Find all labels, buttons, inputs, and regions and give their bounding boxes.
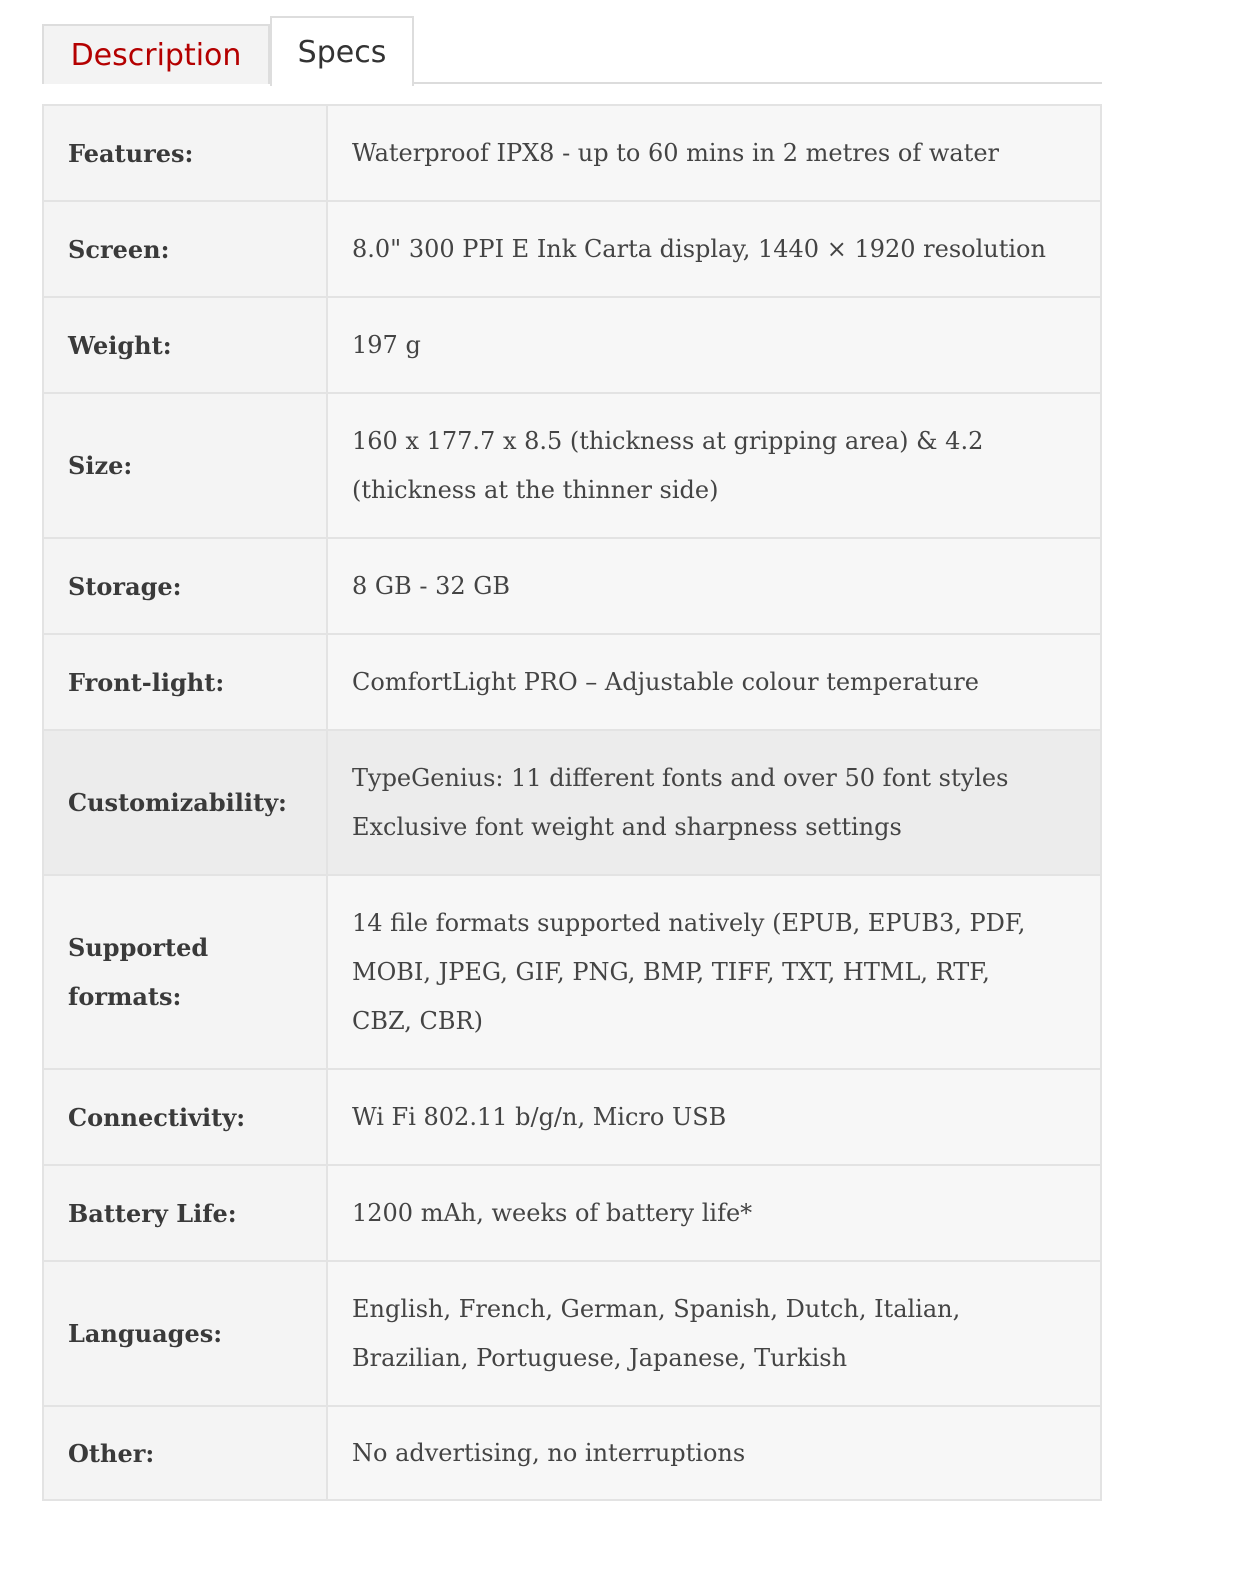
spec-row-size bbox=[43, 393, 1101, 538]
spec-label: Features: bbox=[43, 105, 327, 201]
spec-row-features bbox=[43, 105, 1101, 201]
spec-value bbox=[327, 297, 1101, 393]
spec-value-line: Exclusive font weight and sharpness settings bbox=[352, 812, 902, 841]
spec-label-line: Supported bbox=[68, 933, 209, 962]
spec-value-line: TypeGenius: 11 different fonts and over 50 font styles bbox=[352, 763, 1009, 792]
spec-value bbox=[327, 634, 1101, 730]
spec-value-line: No advertising, no interruptions bbox=[352, 1438, 746, 1467]
spec-label: Battery Life: bbox=[43, 1165, 327, 1261]
spec-label-line: formats: bbox=[68, 982, 182, 1011]
spec-value-line: Wi Fi 802.11 b/g/n, Micro USB bbox=[352, 1102, 727, 1131]
spec-value-line: English, French, German, Spanish, Dutch, Italian, bbox=[352, 1294, 961, 1323]
spec-value bbox=[327, 875, 1101, 1069]
spec-row-storage bbox=[43, 538, 1101, 634]
spec-value-line: ComfortLight PRO – Adjustable colour temperature bbox=[352, 667, 979, 696]
spec-value bbox=[327, 1261, 1101, 1406]
spec-label bbox=[43, 875, 327, 1069]
spec-row-battery-life bbox=[43, 1165, 1101, 1261]
spec-value bbox=[327, 1165, 1101, 1261]
spec-row-front-light bbox=[43, 634, 1101, 730]
spec-value bbox=[327, 393, 1101, 538]
specs-table bbox=[42, 104, 1102, 1501]
spec-row-languages bbox=[43, 1261, 1101, 1406]
spec-value bbox=[327, 105, 1101, 201]
spec-label: Front-light: bbox=[43, 634, 327, 730]
spec-label: Size: bbox=[43, 393, 327, 538]
spec-value-line: 8.0" 300 PPI E Ink Carta display, 1440 × 1920 resolution bbox=[352, 234, 1046, 263]
spec-value-line: Waterproof IPX8 - up to 60 mins in 2 metres of water bbox=[352, 138, 1000, 167]
spec-value bbox=[327, 1406, 1101, 1500]
tab-specs[interactable]: Specs bbox=[270, 16, 414, 86]
spec-value-line: CBZ, CBR) bbox=[352, 1006, 483, 1035]
spec-label: Connectivity: bbox=[43, 1069, 327, 1165]
spec-row-supported-formats bbox=[43, 875, 1101, 1069]
spec-value-line: Brazilian, Portuguese, Japanese, Turkish bbox=[352, 1343, 848, 1372]
product-tabs bbox=[42, 16, 1102, 84]
spec-value bbox=[327, 201, 1101, 297]
spec-row-other bbox=[43, 1406, 1101, 1500]
spec-value-line: (thickness at the thinner side) bbox=[352, 475, 719, 504]
spec-label: Weight: bbox=[43, 297, 327, 393]
spec-value bbox=[327, 730, 1101, 875]
spec-value bbox=[327, 1069, 1101, 1165]
spec-value-line: 197 g bbox=[352, 330, 421, 359]
spec-label: Storage: bbox=[43, 538, 327, 634]
tab-description[interactable]: Description bbox=[42, 24, 270, 84]
spec-value-line: 8 GB - 32 GB bbox=[352, 571, 511, 600]
spec-value-line: 160 x 177.7 x 8.5 (thickness at gripping area) & 4.2 bbox=[352, 426, 984, 455]
spec-row-screen bbox=[43, 201, 1101, 297]
spec-value-line: 1200 mAh, weeks of battery life* bbox=[352, 1198, 753, 1227]
spec-row-customizability bbox=[43, 730, 1101, 875]
spec-value-line: MOBI, JPEG, GIF, PNG, BMP, TIFF, TXT, HTML, RTF, bbox=[352, 957, 990, 986]
spec-row-connectivity bbox=[43, 1069, 1101, 1165]
spec-row-weight bbox=[43, 297, 1101, 393]
spec-value bbox=[327, 538, 1101, 634]
spec-label: Screen: bbox=[43, 201, 327, 297]
spec-value-line: 14 file formats supported natively (EPUB, EPUB3, PDF, bbox=[352, 908, 1026, 937]
spec-label: Languages: bbox=[43, 1261, 327, 1406]
spec-label: Other: bbox=[43, 1406, 327, 1500]
spec-label: Customizability: bbox=[43, 730, 327, 875]
